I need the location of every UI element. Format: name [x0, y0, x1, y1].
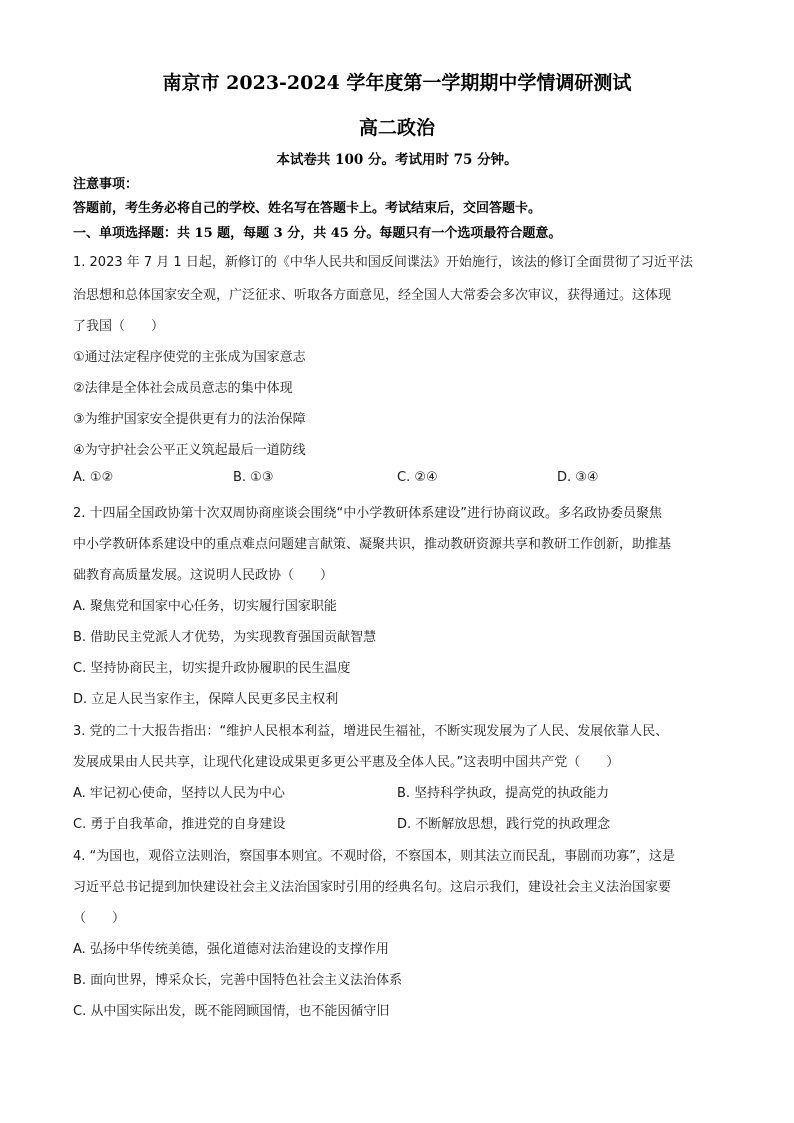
q3-option-c: C. 勇于自我革命，推进党的自身建设 [73, 817, 286, 832]
q1-item-3: ③为维护国家安全提供更有力的法治保障 [73, 412, 306, 427]
notice-body: 答题前，考生务必将自己的学校、姓名写在答题卡上。考试结束后，交回答题卡。 [73, 201, 542, 216]
exam-info: 本试卷共 100 分。考试用时 75 分钟。 [276, 152, 518, 168]
notice-heading: 注意事项： [73, 177, 139, 192]
q1-line-1: 1. 2023 年 7 月 1 日起，新修订的《中华人民共和国反间谍法》开始施行，该法的修订全面贯彻了习近平法 [73, 255, 693, 270]
q2-line-3: 础教育高质量发展。这说明人民政协（ ） [73, 568, 334, 583]
section-heading: 一、单项选择题：共 15 题，每题 3 分，共 45 分。每题只有一个选项最符合题意。 [73, 226, 562, 241]
q4-option-c: C. 从中国实际出发，既不能罔顾国情，也不能因循守旧 [73, 1004, 390, 1019]
q1-option-c: C. ②④ [397, 470, 438, 485]
q4-option-b: B. 面向世界，博采众长，完善中国特色社会主义法治体系 [73, 973, 403, 988]
q2-option-a: A. 聚焦党和国家中心任务，切实履行国家职能 [73, 599, 337, 614]
q4-line-2: 习近平总书记提到加快建设社会主义法治国家时引用的经典名句。这启示我们，建设社会主义法治国家要 [73, 880, 672, 895]
q4-option-a: A. 弘扬中华传统美德，强化道德对法治建设的支撑作用 [73, 942, 389, 957]
q2-line-1: 2. 十四届全国政协第十次双周协商座谈会围绕“中小学教研体系建设”进行协商议政。多名政协委员聚焦 [73, 506, 663, 521]
q2-option-c: C. 坚持协商民主，切实提升政协履职的民生温度 [73, 661, 351, 676]
q3-line-1: 3. 党的二十大报告指出：“维护人民根本利益，增进民生福祉，不断实现发展为了人民、发展依靠人民、 [73, 724, 669, 739]
q1-item-1: ①通过法定程序使党的主张成为国家意志 [73, 350, 306, 365]
q3-line-2: 发展成果由人民共享，让现代化建设成果更多更公平惠及全体人民。”这表明中国共产党（ ） [73, 755, 620, 770]
q1-option-d: D. ③④ [557, 470, 599, 485]
q1-line-2: 治思想和总体国家安全观，广泛征求、听取各方面意见，经全国人大常委会多次审议，获得通过。这体现 [73, 288, 672, 303]
q4-line-3: （ ） [73, 911, 126, 926]
q3-option-a: A. 牢记初心使命，坚持以人民为中心 [73, 786, 285, 801]
exam-title: 南京市 2023-2024 学年度第一学期期中学情调研测试 [162, 72, 632, 94]
q1-item-2: ②法律是全体社会成员意志的集中体现 [73, 381, 293, 396]
subject-title: 高二政治 [358, 117, 435, 139]
q1-option-a: A. ①② [73, 470, 114, 485]
q1-line-3: 了我国（ ） [73, 319, 165, 334]
q2-option-b: B. 借助民主党派人才优势，为实现教育强国贡献智慧 [73, 630, 377, 645]
q1-option-b: B. ①③ [233, 470, 274, 485]
q2-line-2: 中小学教研体系建设中的重点难点问题建言献策、凝聚共识，推动教研资源共享和教研工作创新，助推基 [73, 537, 672, 552]
q1-item-4: ④为守护社会公平正义筑起最后一道防线 [73, 443, 306, 458]
q2-option-d: D. 立足人民当家作主，保障人民更多民主权利 [73, 692, 339, 707]
q3-option-d: D. 不断解放思想，践行党的执政理念 [397, 817, 611, 832]
q4-line-1: 4. “为国也，观俗立法则治，察国事本则宜。不观时俗，不察国本，则其法立而民乱，事剧而功寡”，这是 [73, 849, 676, 864]
q3-option-b: B. 坚持科学执政，提高党的执政能力 [397, 786, 610, 801]
